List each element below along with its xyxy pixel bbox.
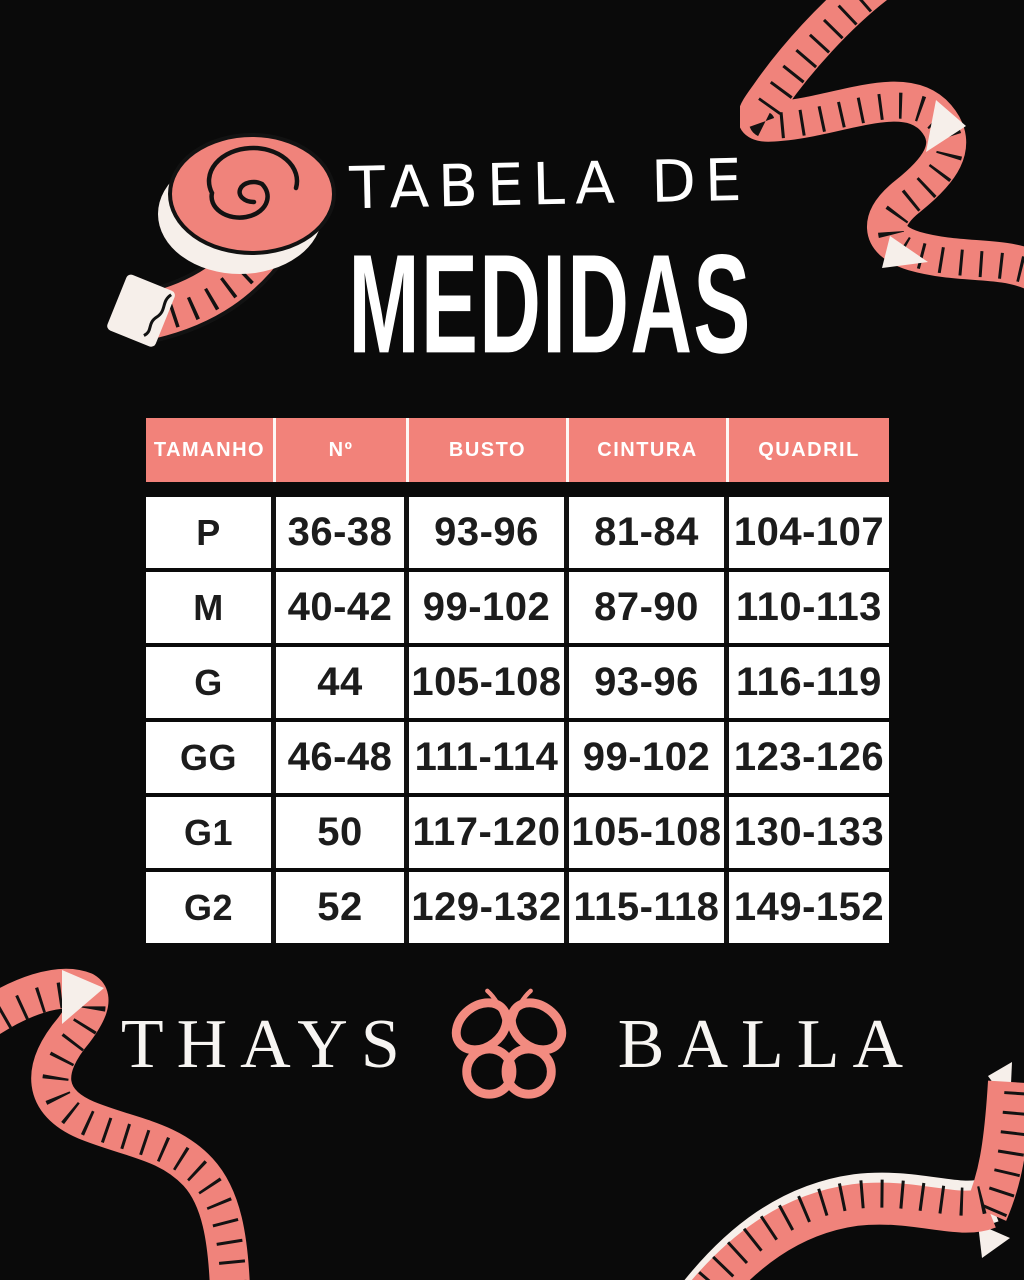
table-row bbox=[146, 872, 889, 943]
table-cell: 99-102 bbox=[409, 572, 569, 643]
table-cell: 111-114 bbox=[409, 722, 569, 793]
size-table bbox=[146, 418, 889, 947]
table-row bbox=[146, 572, 889, 643]
table-cell: 36-38 bbox=[276, 497, 409, 568]
table-cell: 116-119 bbox=[736, 660, 882, 704]
column-header-tamanho: TAMANHO bbox=[146, 418, 276, 482]
title-line-tabela-de: TABELA DE bbox=[348, 145, 752, 223]
column-header-cintura: CINTURA bbox=[569, 418, 729, 482]
table-cell: 44 bbox=[276, 647, 409, 718]
table-row bbox=[146, 797, 889, 868]
table-cell: 149-152 bbox=[733, 885, 885, 929]
table-cell: 105-108 bbox=[409, 647, 569, 718]
table-row bbox=[146, 647, 889, 718]
table-row bbox=[146, 722, 889, 793]
table-cell: G1 bbox=[146, 797, 276, 868]
table-cell: 129-132 bbox=[409, 872, 569, 943]
table-cell: 93-96 bbox=[569, 647, 729, 718]
table-cell: 105-108 bbox=[569, 797, 729, 868]
table-cell: 110-113 bbox=[736, 585, 882, 629]
table-cell: 50 bbox=[276, 797, 409, 868]
table-cell: 87-90 bbox=[569, 572, 729, 643]
table-cell: G bbox=[146, 647, 276, 718]
table-cell: 130-133 bbox=[733, 810, 885, 854]
column-header-quadril: QUADRIL bbox=[758, 438, 860, 461]
table-cell: 46-48 bbox=[276, 722, 409, 793]
table-cell: GG bbox=[146, 722, 276, 793]
table-cell: 93-96 bbox=[409, 497, 569, 568]
table-cell: 81-84 bbox=[569, 497, 729, 568]
column-header-numero: Nº bbox=[276, 418, 409, 482]
table-cell: 104-107 bbox=[733, 510, 885, 554]
table-cell: 52 bbox=[276, 872, 409, 943]
table-cell: M bbox=[146, 572, 276, 643]
table-row bbox=[146, 497, 889, 568]
brand-logo bbox=[0, 972, 1024, 1117]
table-cell: 117-120 bbox=[409, 797, 569, 868]
brand-word-balla: BALLA bbox=[617, 1005, 917, 1083]
table-header-row bbox=[146, 418, 889, 482]
table-cell: 115-118 bbox=[569, 872, 729, 943]
table-cell: 99-102 bbox=[569, 722, 729, 793]
table-cell: 40-42 bbox=[276, 572, 409, 643]
table-cell: G2 bbox=[146, 872, 276, 943]
title-line-medidas: MEDIDAS bbox=[348, 225, 752, 383]
brand-word-thays: THAYS bbox=[120, 1005, 413, 1083]
butterfly-icon bbox=[445, 984, 573, 1106]
table-cell: P bbox=[146, 497, 276, 568]
column-header-busto: BUSTO bbox=[409, 418, 569, 482]
table-cell: 123-126 bbox=[733, 735, 885, 779]
